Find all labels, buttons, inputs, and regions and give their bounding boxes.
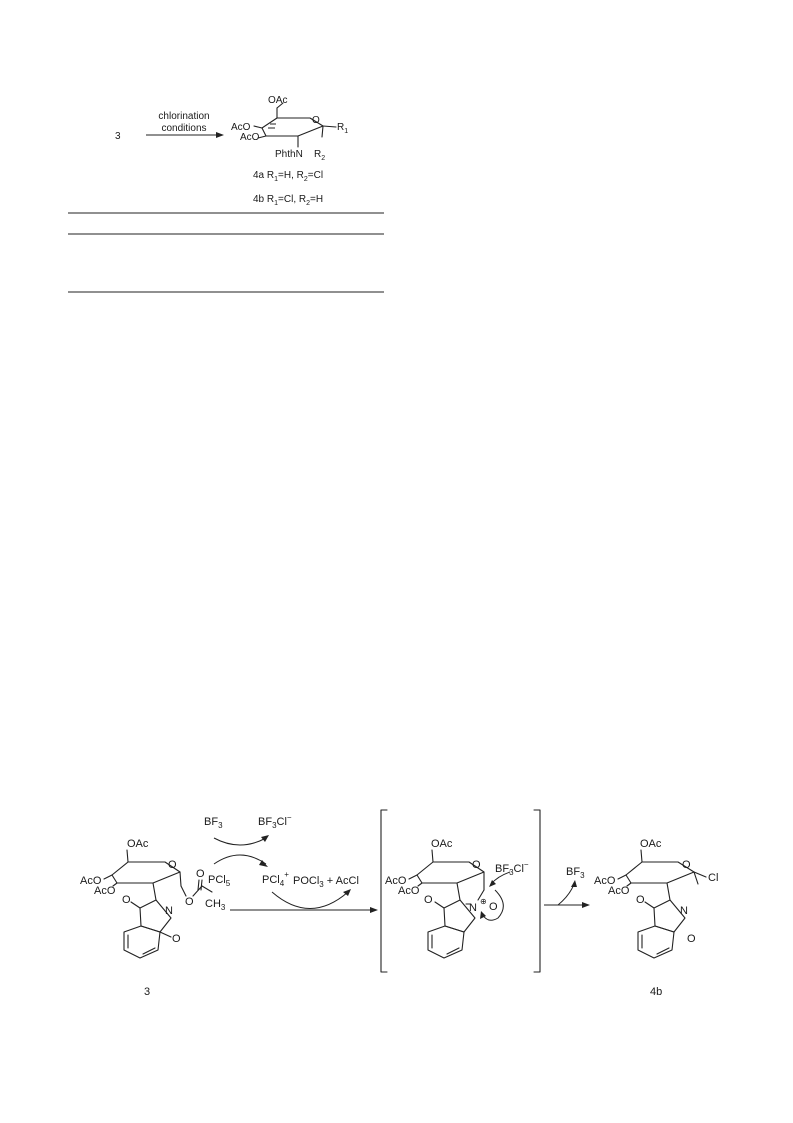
bracket-left: [381, 810, 387, 972]
p4b-carbonyl-o-1: O: [636, 894, 645, 906]
c3-ch3: $CH_3$: [205, 898, 226, 912]
reagent-bf3cl: $BF_3Cl^-$: [258, 813, 292, 830]
glucopyranose-structure: [254, 103, 336, 147]
p4b-cl: Cl: [708, 872, 719, 884]
byproduct-pocl3-accl: POCl$_3$ + AcCl: [293, 875, 359, 889]
c3-oac: OAc: [127, 838, 149, 850]
phthn-label: PhthN: [275, 149, 303, 160]
p4b-carbonyl-o-2: O: [687, 933, 696, 945]
int-oac: OAc: [431, 838, 453, 850]
c3-aco-1: AcO: [80, 875, 102, 887]
ring-oxygen-label: O: [312, 115, 320, 126]
c3-acyl-o: O: [196, 868, 205, 880]
compound-3-structure: [104, 850, 212, 958]
c3-ring-o: O: [168, 859, 177, 871]
int-ring-o: O: [472, 859, 481, 871]
reagent-bf3: $BF_3$: [204, 816, 223, 830]
aco-lower-label: AcO: [240, 132, 260, 143]
int-carbonyl-o: O: [424, 894, 433, 906]
product-4b-label: 4b $R_1=Cl$, $R_2=H$: [253, 194, 324, 207]
reactant-label-3: 3: [115, 131, 121, 142]
reagent-pcl4: PCl$_4$+: [262, 870, 289, 888]
c3-ester-o: O: [185, 896, 194, 908]
int-aco-1: AcO: [385, 875, 407, 887]
product-4a-label: 4a $R_1=H$, $R_2=Cl$: [253, 170, 324, 183]
r1-label: $R_1$: [337, 122, 349, 135]
p4b-ring-o: O: [682, 859, 691, 871]
p4b-oac: OAc: [640, 838, 662, 850]
oac-top-label: OAc: [268, 95, 288, 106]
label-compound-4b: 4b: [650, 986, 663, 998]
int-ring-o2: O: [489, 901, 498, 913]
arrow-label-chlorination: chlorination: [158, 111, 210, 122]
int-bf3cl: $BF_3Cl^-$: [495, 860, 529, 877]
top-reaction-scheme: [0, 0, 793, 300]
reagent-pcl5: PCl$_5$: [208, 874, 231, 888]
int-oxonium-charge: ⊕: [480, 897, 487, 906]
c3-carbonyl-o-2: O: [172, 933, 181, 945]
c3-carbonyl-o-1: O: [122, 894, 131, 906]
p4b-n: N: [680, 905, 688, 917]
mechanism-scheme: [0, 780, 793, 1010]
aco-left-label: AcO: [231, 122, 251, 133]
second-reaction-arrow: [544, 880, 590, 908]
p4b-aco-2: AcO: [608, 885, 630, 897]
r2-label: $R_2$: [314, 149, 326, 162]
c3-aco-2: AcO: [94, 885, 116, 897]
p4b-aco-1: AcO: [594, 875, 616, 887]
label-compound-3: 3: [144, 986, 151, 998]
arrow-label-conditions: conditions: [161, 123, 207, 134]
released-bf3: $BF_3$: [566, 866, 585, 880]
c3-n: N: [165, 905, 173, 917]
int-aco-2: AcO: [398, 885, 420, 897]
bracket-right: [534, 810, 540, 972]
int-n: N: [469, 902, 477, 914]
